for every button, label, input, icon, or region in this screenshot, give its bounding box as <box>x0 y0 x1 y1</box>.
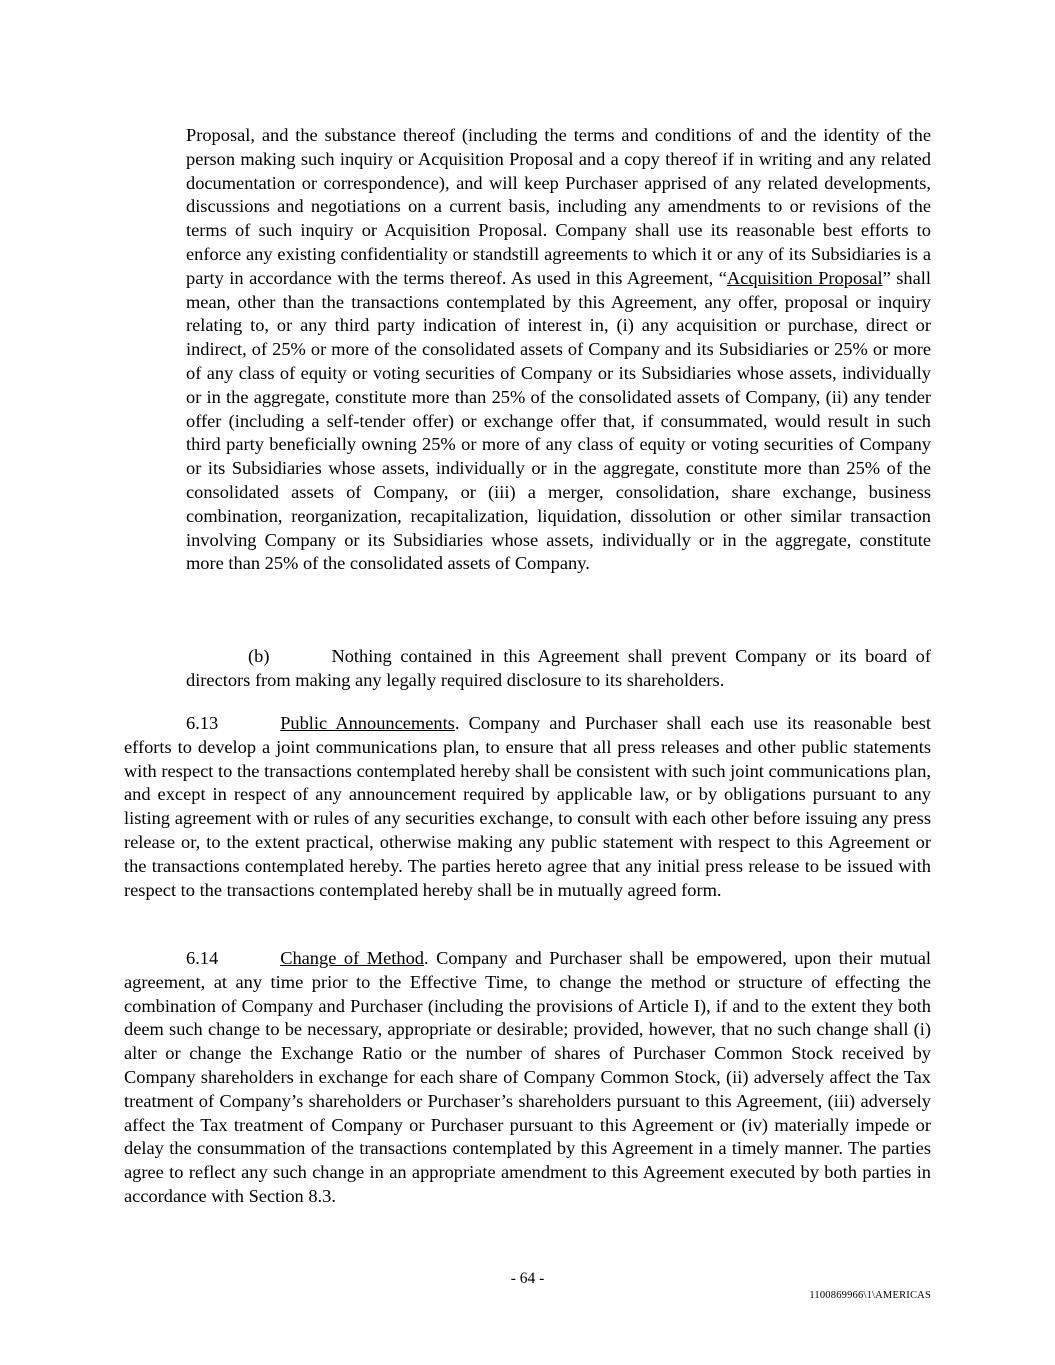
section-6-13-number: 6.13 <box>186 713 219 733</box>
paragraph-a-text-before: Proposal, and the substance thereof (including the terms and conditions of and the identity of the person making such inquiry or Acquisition Proposal and a copy thereof if in writing and any related documentation or correspondence), and will keep Purchaser apprised of any related developments, discussions and negotiations on a current basis, including any amendments to or revisions of the terms of such inquiry or Acquisition Proposal. Company shall use its reasonable best efforts to enforce any existing confidentiality or standstill agreements to which it or any of its Subsidiaries is a party in accordance with the terms thereof. As used in this Agreement, “ <box>186 125 931 288</box>
document-id: 1100869966\1\AMERICAS <box>809 1290 931 1301</box>
paragraph-a-continuation <box>186 124 931 576</box>
paragraph-a-text-after: ” shall mean, other than the transactions contemplated by this Agreement, any offer, proposal or inquiry relating to, or any third party indication of interest in, (i) any acquisition or purchase, direct or indirect, of 25% or more of the consolidated assets of Company and its Subsidiaries or 25% or more of any class of equity or voting securities of Company or its Subsidiaries whose assets, individually or in the aggregate, constitute more than 25% of the consolidated assets of Company, (ii) any tender offer (including a self-tender offer) or exchange offer that, if consummated, would result in such third party beneficially owning 25% or more of any class of equity or voting securities of Company or its Subsidiaries whose assets, individually or in the aggregate, constitute more than 25% of the consolidated assets of Company, or (iii) a merger, consolidation, share exchange, business combination, reorganization, recapitalization, liquidation, dissolution or other similar transaction involving Company or its Subsidiaries whose assets, individually or in the aggregate, constitute more than 25% of the consolidated assets of Company. <box>186 267 931 574</box>
section-6-14-text: . Company and Purchaser shall be empowered, upon their mutual agreement, at any time prior to the Effective Time, to change the method or structure of effecting the combination of Company and Purchaser (including the provisions of Article I), if and to the extent they both deem such change to be necessary, appropriate or desirable; provided, however, that no such change shall (i) alter or change the Exchange Ratio or the number of shares of Purchaser Common Stock received by Company shareholders in exchange for each share of Company Common Stock, (ii) adversely affect the Tax treatment of Company’s shareholders or Purchaser’s shareholders pursuant to this Agreement, (iii) adversely affect the Tax treatment of Company or Purchaser pursuant to this Agreement or (iv) materially impede or delay the consummation of the transactions contemplated by this Agreement in a timely manner. The parties agree to reflect any such change in an appropriate amendment to this Agreement executed by both parties in accordance with Section 8.3. <box>124 948 931 1206</box>
paragraph-b <box>186 645 931 693</box>
defined-term-acquisition-proposal: Acquisition Proposal <box>726 267 883 288</box>
section-6-14-number: 6.14 <box>186 948 219 968</box>
paragraph-b-text: Nothing contained in this Agreement shall prevent Company or its board of directors from making any legally required disclosure to its shareholders. <box>186 646 931 690</box>
paragraph-b-label: (b) <box>248 646 270 666</box>
section-6-13 <box>124 712 931 902</box>
page-number: - 64 - <box>510 1270 545 1287</box>
section-6-14-heading: Change of Method <box>280 948 424 968</box>
section-6-13-heading: Public Announcements <box>280 713 455 733</box>
section-6-14 <box>124 947 931 1209</box>
section-6-13-text: . Company and Purchaser shall each use its reasonable best efforts to develop a joint communications plan, to ensure that all press releases and other public statements with respect to the transactions contemplated hereby shall be consistent with such joint communications plan, and except in respect of any announcement required by applicable law, or by obligations pursuant to any listing agreement with or rules of any securities exchange, to consult with each other before issuing any press release or, to the extent practical, otherwise making any public statement with respect to this Agreement or the transactions contemplated hereby. The parties hereto agree that any initial press release to be issued with respect to the transactions contemplated hereby shall be in mutually agreed form. <box>124 713 931 900</box>
